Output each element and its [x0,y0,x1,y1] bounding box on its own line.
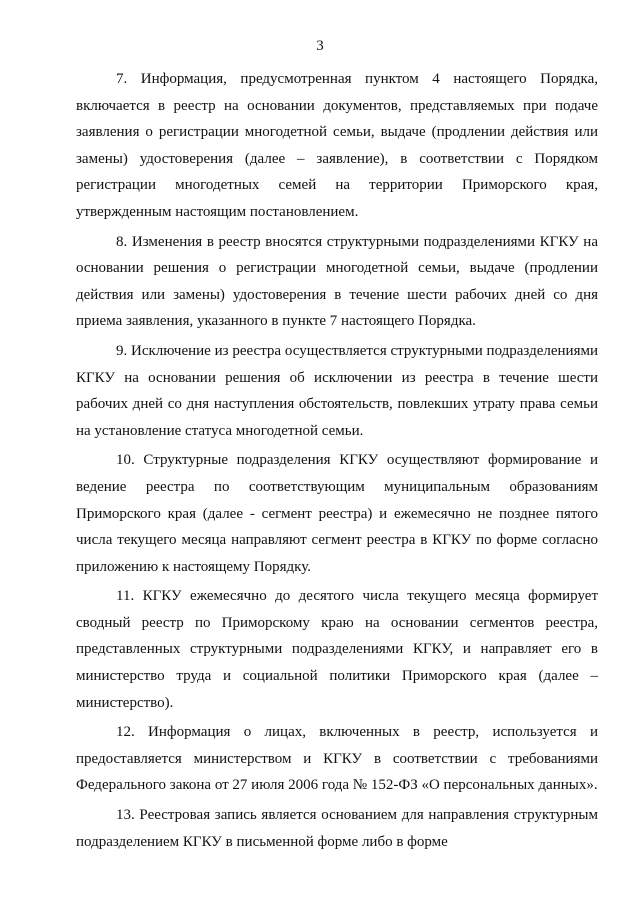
page-number: 3 [316,38,324,54]
paragraph-8: 8. Изменения в реестр вносятся структурными подразделениями КГКУ на основании решения о регистрации многодетной семьи, выдаче (продлении действия или замены) удостоверения в течение шести рабочих дней со дня приема заявления, указанного в пункте 7 настоящего Порядка. [76,233,598,330]
paragraph-7: 7. Информация, предусмотренная пунктом 4 настоящего Порядка, включается в реестр на основании документов, представляемых при подаче заявления о регистрации многодетной семьи, выдаче (продлении действия или замены) удостоверения (далее – заявление), в соответствии с Порядком регистрации многодетных семей на территории Приморского края, утвержденным настоящим постановлением. [76,71,598,220]
paragraph-12: 12. Информация о лицах, включенных в реестр, используется и предоставляется министерством и КГКУ в соответствии с требованиями Федерального закона от 27 июля 2006 года № 152-ФЗ «О персональных данных». [76,724,598,794]
paragraph-10: 10. Структурные подразделения КГКУ осуществляют формирование и ведение реестра по соответствующим муниципальным образованиям Приморского края (далее - сегмент реестра) и ежемесячно не позднее пятого числа текущего месяца направляют сегмент реестра в КГКУ по форме согласно приложению к настоящему Порядку. [76,452,598,575]
paragraph-11: 11. КГКУ ежемесячно до десятого числа текущего месяца формирует сводный реестр по Приморскому краю на основании сегментов реестра, представленных структурными подразделениями КГКУ, и направляет его в министерство труда и социальной политики Приморского края (далее – министерство). [76,588,598,711]
paragraph-9: 9. Исключение из реестра осуществляется структурными подразделениями КГКУ на основании решения об исключении из реестра в течение шести рабочих дней со дня наступления обстоятельств, повлекших утрату права семьи на установление статуса многодетной семьи. [76,342,598,439]
document-body [76,66,598,858]
paragraph-13: 13. Реестровая запись является основанием для направления структурным подразделением КГКУ в письменной форме либо в форме [76,807,598,850]
